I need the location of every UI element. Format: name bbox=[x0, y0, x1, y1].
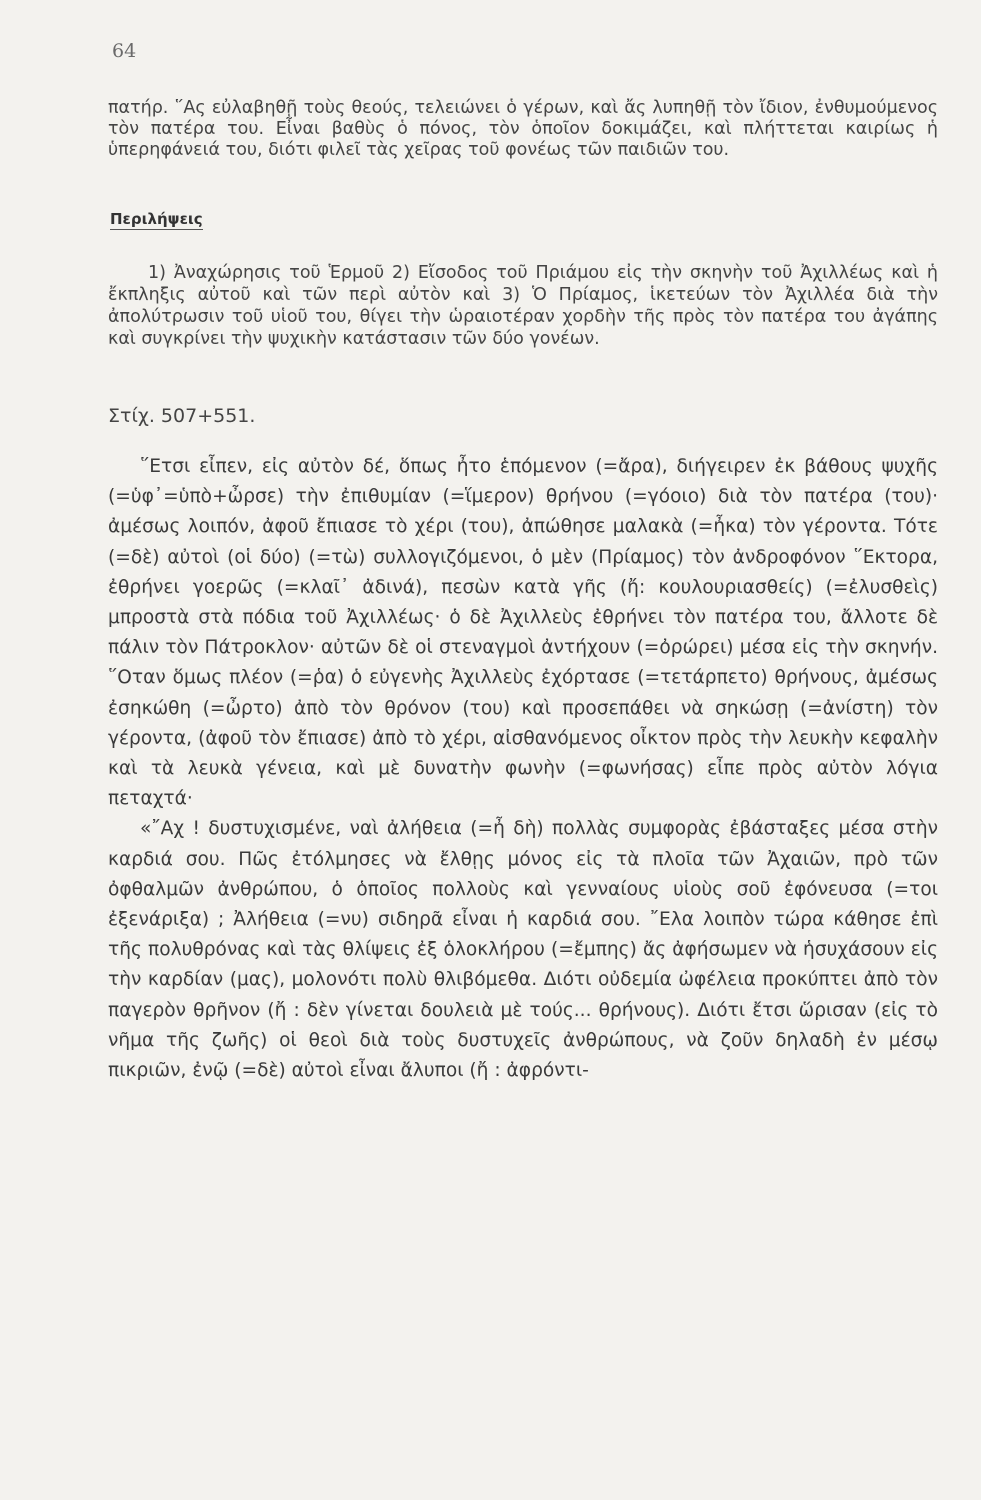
intro-paragraph bbox=[108, 98, 938, 161]
summary-text: 1) Ἀναχώρησις τοῦ Ἑρμοῦ 2) Εἴσοδος τοῦ Πριάμου εἰς τὴν σκηνὴν τοῦ Ἀχιλλέως καὶ ἡ ἔκπληξις αὐτοῦ καὶ τῶν περὶ αὐτὸν καὶ 3) Ὁ Πρίαμος, ἱκετεύων τὸν Ἀχιλλέα διὰ τὴν ἀπολύτρωσιν τοῦ υἱοῦ του, θίγει τὴν ὡραιοτέραν χορδὴν τῆς πρὸς τὸν πατέρα του ἀγάπης καὶ συγκρίνει τὴν ψυχικὴν κατάστασιν τῶν δύο γονέων. bbox=[108, 263, 938, 349]
intro-text: πατήρ. ῞Ας εὐλαβηθῇ τοὺς θεούς, τελειώνει ὁ γέρων, καὶ ἄς λυπηθῇ τὸν ἴδιον, ἐνθυμούμενος τὸν πατέρα του. Εἶναι βαθὺς ὁ πόνος, τὸν ὁποῖον δοκιμάζει, καὶ πλήττεται καιρίως ἡ ὑπερηφάνειά του, διότι φιλεῖ τὰς χεῖρας τοῦ φονέως τῶν παιδιῶν του. bbox=[108, 98, 938, 160]
section-heading: Περιλήψεις bbox=[110, 210, 203, 228]
summary-paragraph bbox=[108, 262, 938, 350]
page-number: 64 bbox=[112, 40, 137, 62]
translation-paragraph-1: ῞Ετσι εἶπεν, εἰς αὐτὸν δέ, ὅπως ἦτο ἑπόμενον (=ἄρα), διήγειρεν ἐκ βάθους ψυχῆς (=ὑφ᾽=ὑπὸ+ὦρσε) τὴν ἐπιθυμίαν (=ἵμερον) θρήνου (=γόοιο) διὰ τὸν πατέρα (του)· ἀμέσως λοιπόν, ἀφοῦ ἔπιασε τὸ χέρι (του), ἀπώθησε μαλακὰ (=ἦκα) τὸν γέροντα. Τότε (=δὲ) αὐτοὶ (οἱ δύο) (=τὼ) συλλογιζόμενοι, ὁ μὲν (Πρίαμος) τὸν ἀνδροφόνον ῞Εκτορα, ἐθρήνει γοερῶς (=κλαῖ᾽ ἀδινά), πεσὼν κατὰ γῆς (ἤ: κουλουριασθείς) (=ἐλυσθεὶς) μπροστὰ στὰ πόδια τοῦ Ἀχιλλέως· ὁ δὲ Ἀχιλλεὺς ἐθρήνει τὸν πατέρα του, ἄλλοτε δὲ πάλιν τὸν Πάτροκλον· αὐτῶν δὲ οἱ στεναγμοὶ ἀντήχουν (=ὀρώρει) μέσα εἰς τὴν σκηνήν. ῞Οταν ὅμως πλέον (=ῥα) ὁ εὐγενὴς Ἀχιλλεὺς ἐχόρτασε (=τετάρπετο) θρήνους, ἀμέσως ἐσηκώθη (=ὦρτο) ἀπὸ τὸν θρόνον (του) καὶ προσεπάθει νὰ σηκώσῃ (=ἀνίστη) τὸν γέροντα, (ἀφοῦ τὸν ἔπιασε) ἀπὸ τὸ χέρι, αἰσθανόμενος οἶκτον πρὸς τὴν λευκὴν κεφαλὴν καὶ τὰ λευκὰ γένεια, καὶ μὲ δυνατὴν φωνὴν (=φωνήσας) εἶπε πρὸς αὐτὸν λόγια πεταχτά· bbox=[108, 456, 938, 810]
translation-body bbox=[108, 452, 938, 1086]
verse-reference: Στίχ. 507+551. bbox=[108, 405, 256, 427]
translation-paragraph-2: «῎Αχ ! δυστυχισμένε, ναὶ ἀλήθεια (=ἦ δὴ) πολλὰς συμφορὰς ἐβάσταξες μέσα στὴν καρδιά σου. Πῶς ἐτόλμησες νὰ ἔλθῃς μόνος εἰς τὰ πλοῖα τῶν Ἀχαιῶν, πρὸ τῶν ὀφθαλμῶν ἀνθρώπου, ὁ ὁποῖος πολλοὺς καὶ γενναίους υἱοὺς σοῦ ἐφόνευσα (=τοι ἐξενάριξα) ; Ἀλήθεια (=νυ) σιδηρᾶ εἶναι ἡ καρδιά σου. ῎Ελα λοιπὸν τώρα κάθησε ἐπὶ τῆς πολυθρόνας καὶ τὰς θλίψεις ἐξ ὁλοκλήρου (=ἔμπης) ἄς ἀφήσωμεν νὰ ἡσυχάσουν εἰς τὴν καρδίαν (μας), μολονότι πολὺ θλιβόμεθα. Διότι οὐδεμία ὠφέλεια προκύπτει ἀπὸ τὸν παγερὸν θρῆνον (ἤ : δὲν γίνεται δουλειὰ μὲ τούς... θρήνους). Διότι ἔτσι ὥρισαν (εἰς τὸ νῆμα τῆς ζωῆς) οἱ θεοὶ διὰ τοὺς δυστυχεῖς ἀνθρώπους, νὰ ζοῦν δηλαδὴ ἐν μέσῳ πικριῶν, ἐνῷ (=δὲ) αὐτοὶ εἶναι ἄλυποι (ἤ : ἀφρόντι- bbox=[108, 818, 938, 1082]
